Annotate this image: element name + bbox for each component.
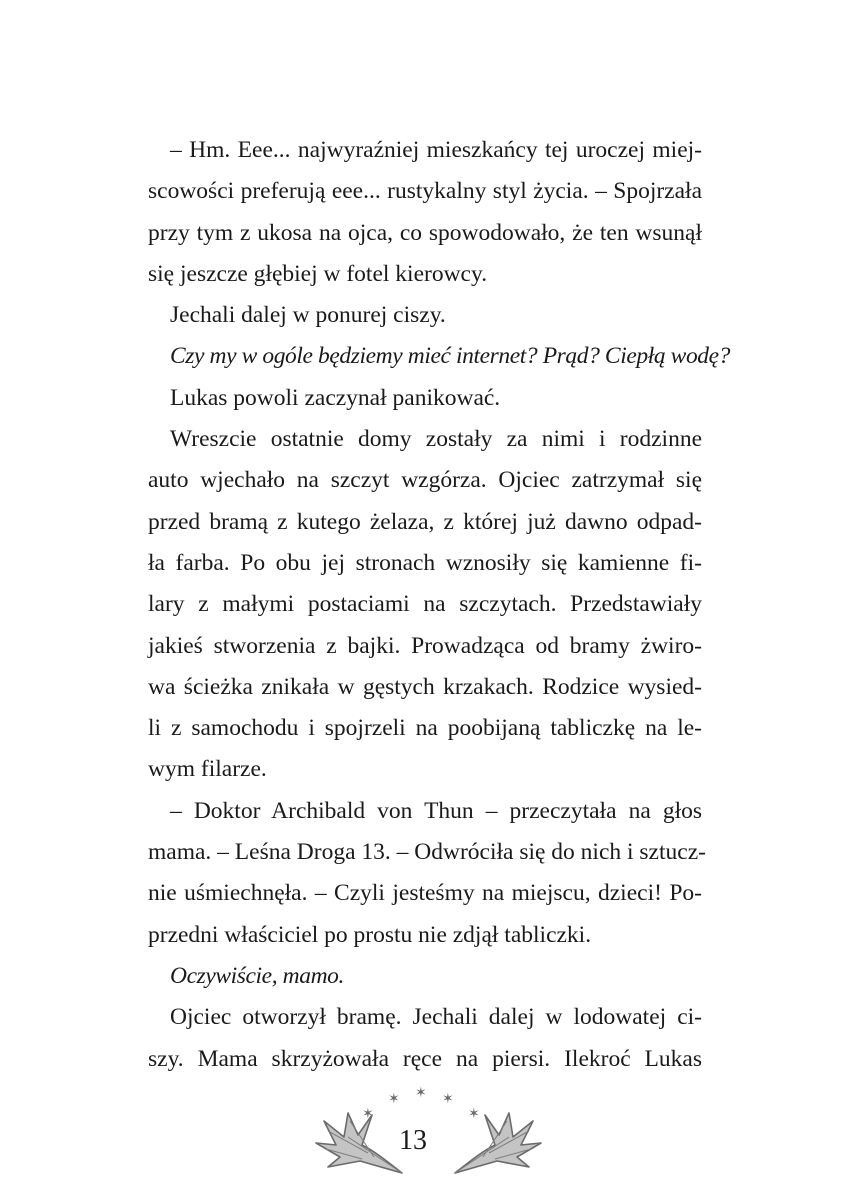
text-line: przed bramą z kutego żelaza, z której już dawno odpad- xyxy=(148,508,702,535)
leaf-icon xyxy=(314,1107,409,1177)
page-footer-ornament xyxy=(300,1075,560,1175)
text-line: – Hm. Eee... najwyraźniej mieszkańcy tej uroczej miej- xyxy=(170,137,702,163)
text-line: Ojciec otworzył bramę. Jechali dalej w lodowatej ci- xyxy=(170,1004,702,1031)
text-line: lary z małymi postaciami na szczytach. Przedstawiały xyxy=(148,591,702,618)
text-line: nie uśmiechnęła. – Czyli jesteśmy na miejscu, dzieci! Po- xyxy=(148,880,702,907)
text-line: wa ścieżka znikała w gęstych krzakach. Rodzice wysied- xyxy=(148,673,702,700)
text-line: się jeszcze głębiej w fotel kierowcy. xyxy=(148,260,488,287)
text-line: – Doktor Archibald von Thun – przeczytała na głos xyxy=(170,797,702,824)
star-icon: ✶ xyxy=(468,1107,480,1122)
text-line: mama. – Leśna Droga 13. – Odwróciła się do nich i sztucz- xyxy=(148,839,706,866)
text-line: szy. Mama skrzyżowała ręce na piersi. Ilekroć Lukas xyxy=(148,1045,702,1072)
text-line-italic: Czy my w ogóle będziemy mieć internet? Prąd? Ciepłą wodę? xyxy=(170,343,731,370)
body-text xyxy=(148,130,731,1080)
text-line: jakieś stworzenia z bajki. Prowadząca od bramy żwiro- xyxy=(148,632,702,659)
page-number: 13 xyxy=(399,1125,427,1156)
text-line: ła farba. Po obu jej stronach wznosiły się kamienne fi- xyxy=(148,549,702,576)
star-icon: ✶ xyxy=(442,1092,454,1107)
text-line: przy tym z ukosa na ojca, co spowodowało, że ten wsunął xyxy=(148,219,702,246)
text-line: Lukas powoli zaczynał panikować. xyxy=(170,384,501,411)
star-icon: ✶ xyxy=(415,1086,427,1101)
text-line: wym filarze. xyxy=(148,756,267,783)
text-line: auto wjechało na szczyt wzgórza. Ojciec zatrzymał się xyxy=(148,467,702,494)
text-line: Jechali dalej w ponurej ciszy. xyxy=(170,302,446,329)
text-line: li z samochodu i spojrzeli na poobijaną tabliczkę na le- xyxy=(148,715,702,742)
text-line: przedni właściciel po prostu nie zdjął tabliczki. xyxy=(148,921,592,948)
text-line: Wreszcie ostatnie domy zostały za nimi i rodzinne xyxy=(170,426,702,453)
text-line-italic: Oczywiście, mamo. xyxy=(170,962,344,989)
star-icon: ✶ xyxy=(362,1107,374,1122)
star-icon: ✶ xyxy=(388,1092,400,1107)
leaf-icon xyxy=(448,1107,543,1177)
text-line: scowości preferują eee... rustykalny styl życia. – Spojrzała xyxy=(148,178,702,205)
